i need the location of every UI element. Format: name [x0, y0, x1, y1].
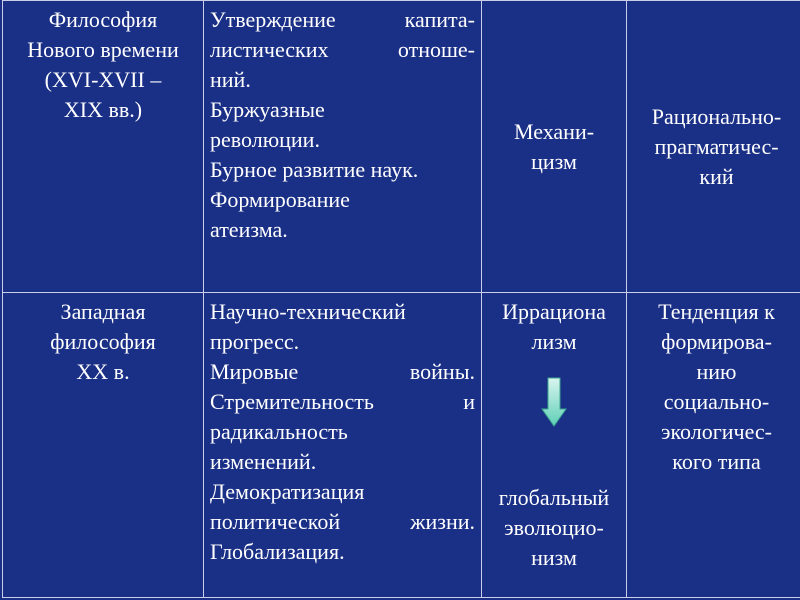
events-cell [204, 293, 482, 598]
text-line: изменений. [210, 449, 317, 475]
text-line: цизм [531, 148, 577, 174]
text-line: Стремительность и [210, 389, 475, 415]
text-line: Философия [48, 7, 158, 32]
text-line: Буржуазные [210, 97, 325, 122]
philosophy-table [2, 0, 800, 598]
text-line: Научно-технический [210, 299, 406, 325]
text-line: Формирование [210, 187, 350, 212]
text-line: кий [699, 163, 734, 189]
period-cell [3, 293, 204, 598]
text-line: Бурное развитие наук. [210, 157, 419, 182]
text-line: прогресс. [210, 329, 300, 355]
text-line: революции. [210, 127, 320, 152]
text-line: Нового времени [27, 37, 179, 62]
text-line: атеизма. [210, 217, 288, 242]
text-line: эволюцио- [504, 515, 604, 541]
type-cell [627, 1, 800, 293]
text-line: кого типа [672, 449, 761, 475]
spacer [488, 453, 620, 483]
type-cell [627, 293, 800, 598]
text-line: прагматичес- [654, 133, 779, 159]
text-line: Иррациона [502, 299, 606, 325]
text-line: глобальный [498, 485, 610, 511]
text-line: Глобализация. [210, 539, 345, 565]
text-line: Мировые войны. [210, 359, 475, 385]
text-line: Рационально- [651, 103, 782, 129]
text-line: (XVI-XVII – [44, 67, 162, 92]
paradigm-cell [482, 293, 627, 598]
period-cell [3, 1, 204, 293]
text-line: ний. [210, 67, 251, 92]
text-line: XIX вв.) [63, 97, 143, 122]
text-line: лизм [531, 329, 577, 355]
text-line: формирова- [661, 329, 772, 355]
text-line: Утверждение капита- [210, 7, 475, 32]
text-line: Демократизация [210, 479, 365, 505]
text-line: нию [696, 359, 737, 385]
down-arrow-icon [541, 377, 567, 427]
text-line: листических отноше- [210, 37, 475, 62]
text-line: XX в. [76, 359, 130, 385]
table-row [3, 1, 800, 293]
text-line: радикальность [210, 419, 348, 445]
text-line: экологичес- [661, 419, 772, 445]
events-cell [204, 1, 482, 293]
text-line: политической жизни. [210, 509, 475, 535]
table-row [3, 293, 800, 598]
arrow-container [488, 377, 620, 427]
text-line: Тенденция к [658, 299, 775, 325]
paradigm-cell [482, 1, 627, 293]
text-line: низм [531, 545, 577, 571]
text-line: философия [50, 329, 156, 355]
text-line: Западная [60, 299, 146, 325]
text-line: социально- [663, 389, 770, 415]
text-line: Механи- [513, 118, 595, 144]
